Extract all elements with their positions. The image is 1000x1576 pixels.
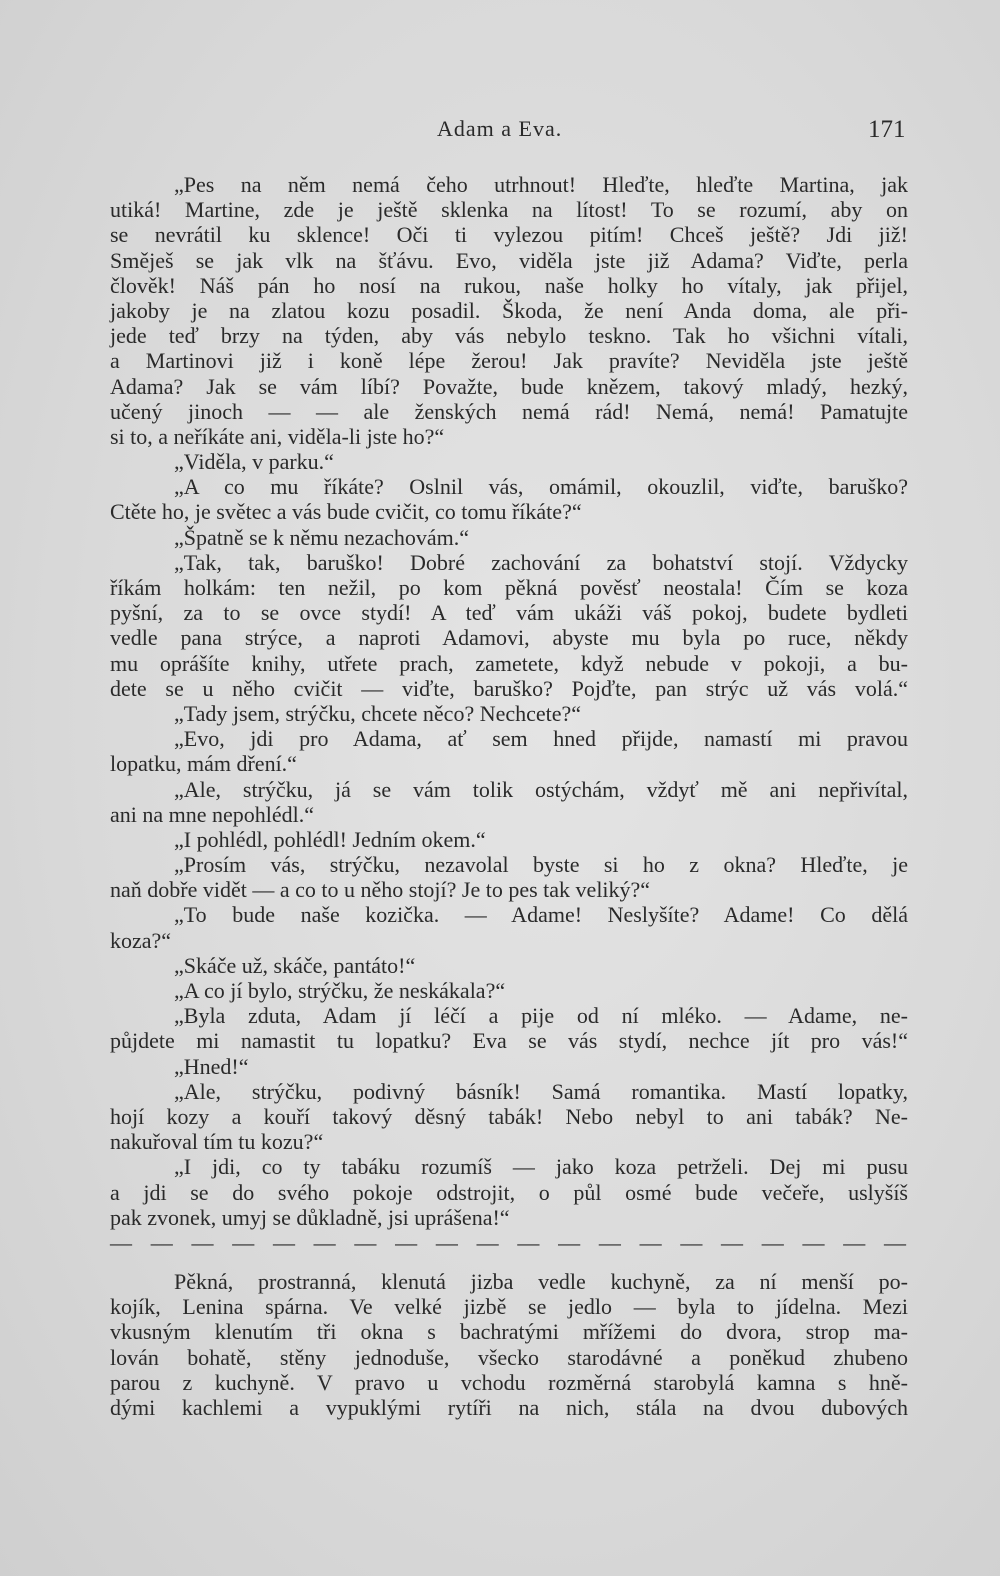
text-line: pyšní, za to se ovce stydí! A teď vám ukáži váš pokoj, budete bydleti: [110, 600, 908, 626]
text-line: „A co jí bylo, strýčku, že neskákala?“: [174, 978, 506, 1003]
text-line: říkám holkám: ten nežil, po kom pěkná pověsť neostala! Čím se koza: [110, 575, 908, 600]
narrative-section: [110, 1269, 908, 1420]
text-line: a Martinovi již i koně lépe žerou! Jak pravíte? Neviděla jste ještě: [110, 348, 908, 374]
text-line: kojík, Lenina spárna. Ve velké jizbě se jedlo — byla to jídelna. Mezi: [110, 1294, 908, 1320]
text-line: „A co mu říkáte? Oslnil vás, omámil, okouzlil, viďte, baruško?: [174, 474, 908, 500]
text-line: lován bohatě, stěny jednoduše, všecko starodávné a poněkud zhubeno: [110, 1344, 908, 1370]
text-line: „To bude naše kozička. — Adame! Neslyšíte? Adame! Co dělá: [174, 902, 908, 928]
text-line: parou z kuchyně. V pravo u vchodu rozměrná starobylá kamna s hně-: [110, 1369, 908, 1395]
text-line: „Hned!“: [174, 1053, 249, 1079]
text-line: „I jdi, co ty tabáku rozumíš — jako koza petrželi. Dej mi pusu: [174, 1154, 908, 1180]
text-line: jakoby je na zlatou kozu posadil. Škoda, že není Anda doma, ale při-: [110, 297, 908, 323]
text-line: nakuřoval tím tu kozu?“: [110, 1129, 324, 1155]
text-line: „Tady jsem, strýčku, chcete něco? Nechcete?“: [174, 700, 582, 726]
text-line: pak zvonek, umyj se důkladně, jsi uprášena!“: [110, 1204, 510, 1230]
text-line: a jdi se do svého pokoje odstrojit, o půl osmé bude večeře, uslyšíš: [110, 1179, 908, 1205]
section-separator: — — — — — — — — — — — — — — — — — — — —: [110, 1229, 908, 1255]
section-gap: [110, 1255, 908, 1269]
text-line: „Tak, tak, baruško! Dobré zachování za bohatství stojí. Vždycky: [174, 549, 908, 575]
text-line: dými kachlemi a vypuklými rytíři na nich, stála na dvou dubových: [110, 1395, 908, 1420]
text-line: utiká! Martine, zde je ještě sklenka na lítost! To se rozumí, aby on: [110, 197, 908, 223]
text-line: člověk! Náš pán ho nosí na rukou, naše holky ho vítaly, jak přijel,: [110, 272, 908, 298]
text-line: „Ale, strýčku, já se vám tolik ostýchám, vždyť mě ani nepřivítal,: [174, 776, 908, 802]
text-line: Směješ se jak vlk na šťávu. Evo, viděla jste již Adama? Viďte, perla: [110, 247, 908, 273]
text-line: půjdete mi namastit tu lopatku? Eva se vás stydí, nechce jít pro vás!“: [110, 1028, 908, 1054]
text-line: Pěkná, prostranná, klenutá jizba vedle kuchyně, za ní menší po-: [174, 1269, 908, 1295]
text-line: Adama? Jak se vám líbí? Považte, bude knězem, takový mladý, hezký,: [110, 373, 908, 399]
running-title: Adam a Eva.: [437, 116, 563, 141]
body-text: [110, 172, 908, 1420]
text-line: dete se u něho cvičit — viďte, baruško? Pojďte, pan strýc už vás volá.“: [110, 675, 908, 701]
page-number: 171: [868, 116, 906, 143]
text-line: jede teď brzy na týden, aby vás nebylo teskno. Tak ho všichni vítali,: [110, 323, 908, 349]
text-line: vkusným klenutím tři okna s bachratými mřížemi do dvora, strop ma-: [110, 1319, 908, 1345]
text-line: hojí kozy a kouří takový děsný tabák! Nebo nebyl to ani tabák? Ne-: [110, 1103, 908, 1129]
text-line: „Ale, strýčku, podivný básník! Samá romantika. Mastí lopatky,: [174, 1078, 908, 1104]
dialogue-section: [110, 172, 908, 1230]
page-header: [0, 110, 1000, 150]
text-line: Ctěte ho, je světec a vás bude cvičit, co tomu říkáte?“: [110, 499, 582, 525]
text-line: ani na mne nepohlédl.“: [110, 801, 315, 827]
text-line: „Byla zduta, Adam jí léčí a pije od ní mléko. — Adame, ne-: [174, 1003, 908, 1029]
text-line: naň dobře vidět — a co to u něho stojí? Je to pes tak veliký?“: [110, 877, 651, 903]
text-line: „Pes na něm nemá čeho utrhnout! Hleďte, hleďte Martina, jak: [174, 172, 908, 197]
text-line: „Evo, jdi pro Adama, ať sem hned přijde, namastí mi pravou: [174, 726, 908, 752]
text-line: si to, a neříkáte ani, viděla-li jste ho?“: [110, 423, 445, 449]
text-line: mu oprášíte knihy, utřete prach, zametete, když nebude v pokoji, a bu-: [110, 650, 908, 676]
text-line: „Viděla, v parku.“: [174, 449, 334, 475]
text-line: učený jinoch — — ale ženských nemá rád! Nemá, nemá! Pamatujte: [110, 398, 908, 424]
text-line: se nevrátil ku sklence! Oči ti vylezou pitím! Chceš ještě? Jdi již!: [110, 222, 908, 248]
text-line: „Skáče už, skáče, pantáto!“: [174, 952, 416, 978]
text-line: lopatku, mám dření.“: [110, 751, 297, 777]
text-line: „I pohlédl, pohlédl! Jedním okem.“: [174, 826, 486, 852]
text-line: „Špatně se k němu nezachovám.“: [174, 524, 470, 550]
text-line: vedle pana strýce, a naproti Adamovi, abyste mu byla po ruce, někdy: [110, 625, 908, 651]
text-line: „Prosím vás, strýčku, nezavolal byste si ho z okna? Hleďte, je: [174, 852, 908, 878]
text-line: koza?“: [110, 927, 172, 953]
